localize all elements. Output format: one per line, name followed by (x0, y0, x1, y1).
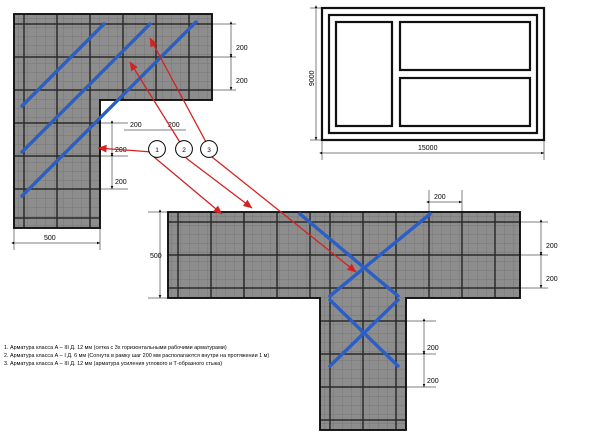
dim-lead-2: 200 (168, 122, 180, 129)
t-joint-detail (148, 190, 558, 430)
dim-tee-top (429, 190, 462, 212)
dim-tee-stem-1: 200 (427, 345, 439, 352)
dim-tee-right (520, 222, 558, 288)
dim-left-cell-1: 200 (115, 147, 127, 154)
dim-corner-leads (124, 122, 186, 130)
dim-corner-left-arm (100, 123, 128, 189)
callout-bubbles (149, 141, 218, 158)
dim-corner-width (14, 228, 100, 250)
dim-tee-right-1: 200 (546, 243, 558, 250)
dim-tee-stem (406, 321, 439, 387)
foundation-plan-outline (309, 8, 544, 160)
legend (4, 344, 334, 369)
dim-corner-width-label: 500 (44, 235, 56, 242)
dim-tee-width (148, 212, 168, 298)
callout-label-1: 1 (155, 147, 159, 154)
dim-top-cell-1: 200 (236, 45, 248, 52)
dim-top-cell-2: 200 (236, 78, 248, 85)
legend-item-3: 3. Арматура класса А – III Д. 12 мм (арматура усиления углового и Т-образного стыка) (4, 361, 223, 368)
dim-plan-width: 15000 (418, 145, 438, 152)
dim-left-cell-2: 200 (115, 179, 127, 186)
dim-tee-stem-2: 200 (427, 378, 439, 385)
legend-item-1: 1. Арматура класса А – III Д. 12 мм (сетка с 3х горизонтальными рабочими арматурами) (4, 345, 227, 351)
dim-lead-1: 200 (130, 122, 142, 129)
dim-corner-right (212, 24, 248, 90)
dim-tee-right-2: 200 (546, 276, 558, 283)
dim-plan-height: 9000 (309, 70, 316, 86)
callout-label-3: 3 (207, 147, 211, 154)
callout-label-2: 2 (182, 147, 186, 154)
legend-item-2: 2. Арматура класса А – I Д. 6 мм (Согнута в рамку шаг 200 мм располагаются внутри на протяжении 1 м) (4, 353, 270, 360)
dim-tee-width-label: 500 (150, 253, 162, 260)
dim-tee-top-cell: 200 (434, 194, 446, 201)
